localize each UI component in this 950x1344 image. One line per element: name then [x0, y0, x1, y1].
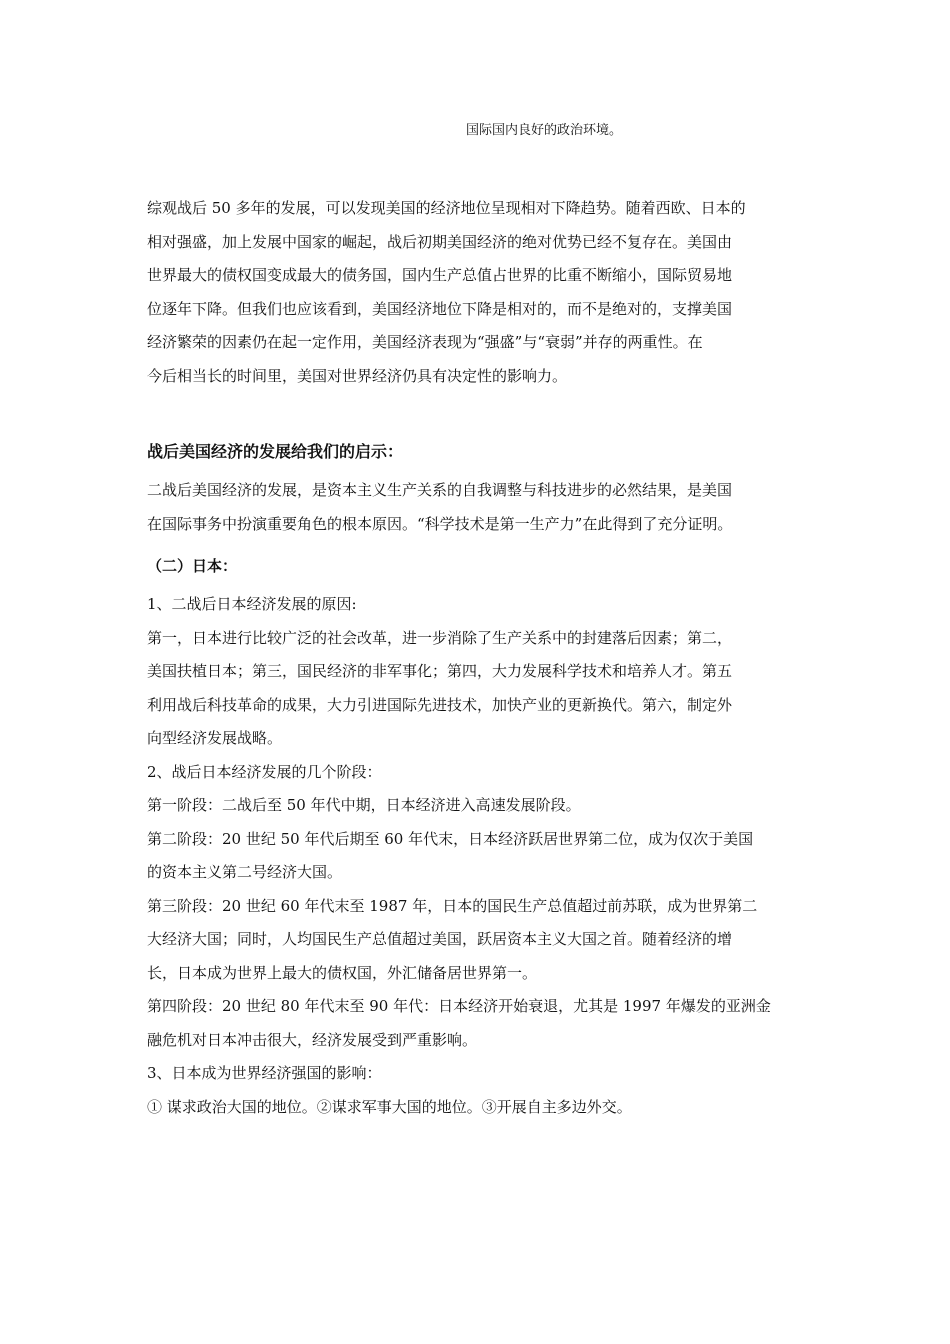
us-lessons-text — [147, 474, 807, 541]
summary-paragraph — [147, 192, 807, 393]
text-line: 第一，日本进行比较广泛的社会改革，进一步消除了生产关系中的封建落后因素；第二， — [147, 628, 733, 647]
us-lessons-heading: 战后美国经济的发展给我们的启示： — [147, 442, 404, 461]
text-line: 第二阶段：20 世纪 50 年代后期至 60 年代末，日本经济跃居世界第二位，成为仅次于美国 — [147, 829, 754, 848]
text-line: 第三阶段：20 世纪 60 年代末至 1987 年，日本的国民生产总值超过前苏联，成为世界第二 — [147, 896, 758, 915]
japan-heading: （二）日本： — [147, 557, 238, 575]
stage2-text — [147, 823, 807, 890]
item3-title: 3、日本成为世界经济强国的影响： — [147, 1064, 382, 1082]
text-line: 在国际事务中扮演重要角色的根本原因。“科学技术是第一生产力”在此得到了充分证明。 — [147, 514, 733, 533]
us-lessons-paragraph — [147, 474, 807, 541]
text-line: 今后相当长的时间里，美国对世界经济仍具有决定性的影响力。 — [147, 366, 568, 385]
text-line: 长，日本成为世界上最大的债权国，外汇储备居世界第一。 — [147, 963, 538, 982]
stage4-text — [147, 990, 807, 1057]
text-line: 第四阶段：20 世纪 80 年代末至 90 年代：日本经济开始衰退，尤其是 1997 年爆发的亚洲金 — [147, 997, 771, 1015]
text-line: 向型经济发展战略。 — [147, 729, 283, 747]
text-line: 大经济大国；同时，人均国民生产总值超过美国，跃居资本主义大国之首。随着经济的增 — [147, 930, 733, 948]
japan-heading-block — [147, 554, 807, 578]
text-line: 第一阶段：二战后至 50 年代中期，日本经济进入高速发展阶段。 — [147, 796, 581, 814]
item2-title: 2、战后日本经济发展的几个阶段： — [147, 762, 382, 781]
text-line: 世界最大的债权国变成最大的债务国，国内生产总值占世界的比重不断缩小，国际贸易地 — [147, 266, 733, 284]
text-line: 经济繁荣的因素仍在起一定作用，美国经济表现为“强盛”与“衰弱”并存的两重性。在 — [147, 333, 703, 351]
item1-block — [147, 588, 807, 1124]
text-line: 美国扶植日本；第三，国民经济的非军事化；第四，大力发展科学技术和培养人才。第五 — [147, 662, 733, 680]
item1-title: 1、二战后日本经济发展的原因: — [147, 595, 357, 613]
us-heading-block — [147, 440, 807, 464]
text-line: 相对强盛，加上发展中国家的崛起，战后初期美国经济的绝对优势已经不复存在。美国由 — [147, 232, 733, 251]
text-line: 位逐年下降。但我们也应该看到，美国经济地位下降是相对的，而不是绝对的，支撑美国 — [147, 299, 733, 318]
text-line: 二战后美国经济的发展，是资本主义生产关系的自我调整与科技进步的必然结果，是美国 — [147, 481, 733, 499]
text-line: 的资本主义第二号经济大国。 — [147, 863, 343, 881]
text-line: 融危机对日本冲击很大，经济发展受到严重影响。 — [147, 1030, 478, 1049]
stage1-text — [147, 789, 807, 823]
stage3-text — [147, 890, 807, 991]
item3-text — [147, 1091, 807, 1125]
text-line: 综观战后 50 多年的发展，可以发现美国的经济地位呈现相对下降趋势。随着西欧、日本的 — [147, 199, 746, 217]
text-line: 利用战后科技革命的成果，大力引进国际先进技术，加快产业的更新换代。第六，制定外 — [147, 695, 733, 714]
item1-text — [147, 622, 807, 756]
top-note: 国际国内良好的政治环境。 — [466, 123, 623, 138]
text-line: ① 谋求政治大国的地位。②谋求军事大国的地位。③开展自主多边外交。 — [147, 1097, 632, 1116]
summary-text — [147, 192, 807, 393]
